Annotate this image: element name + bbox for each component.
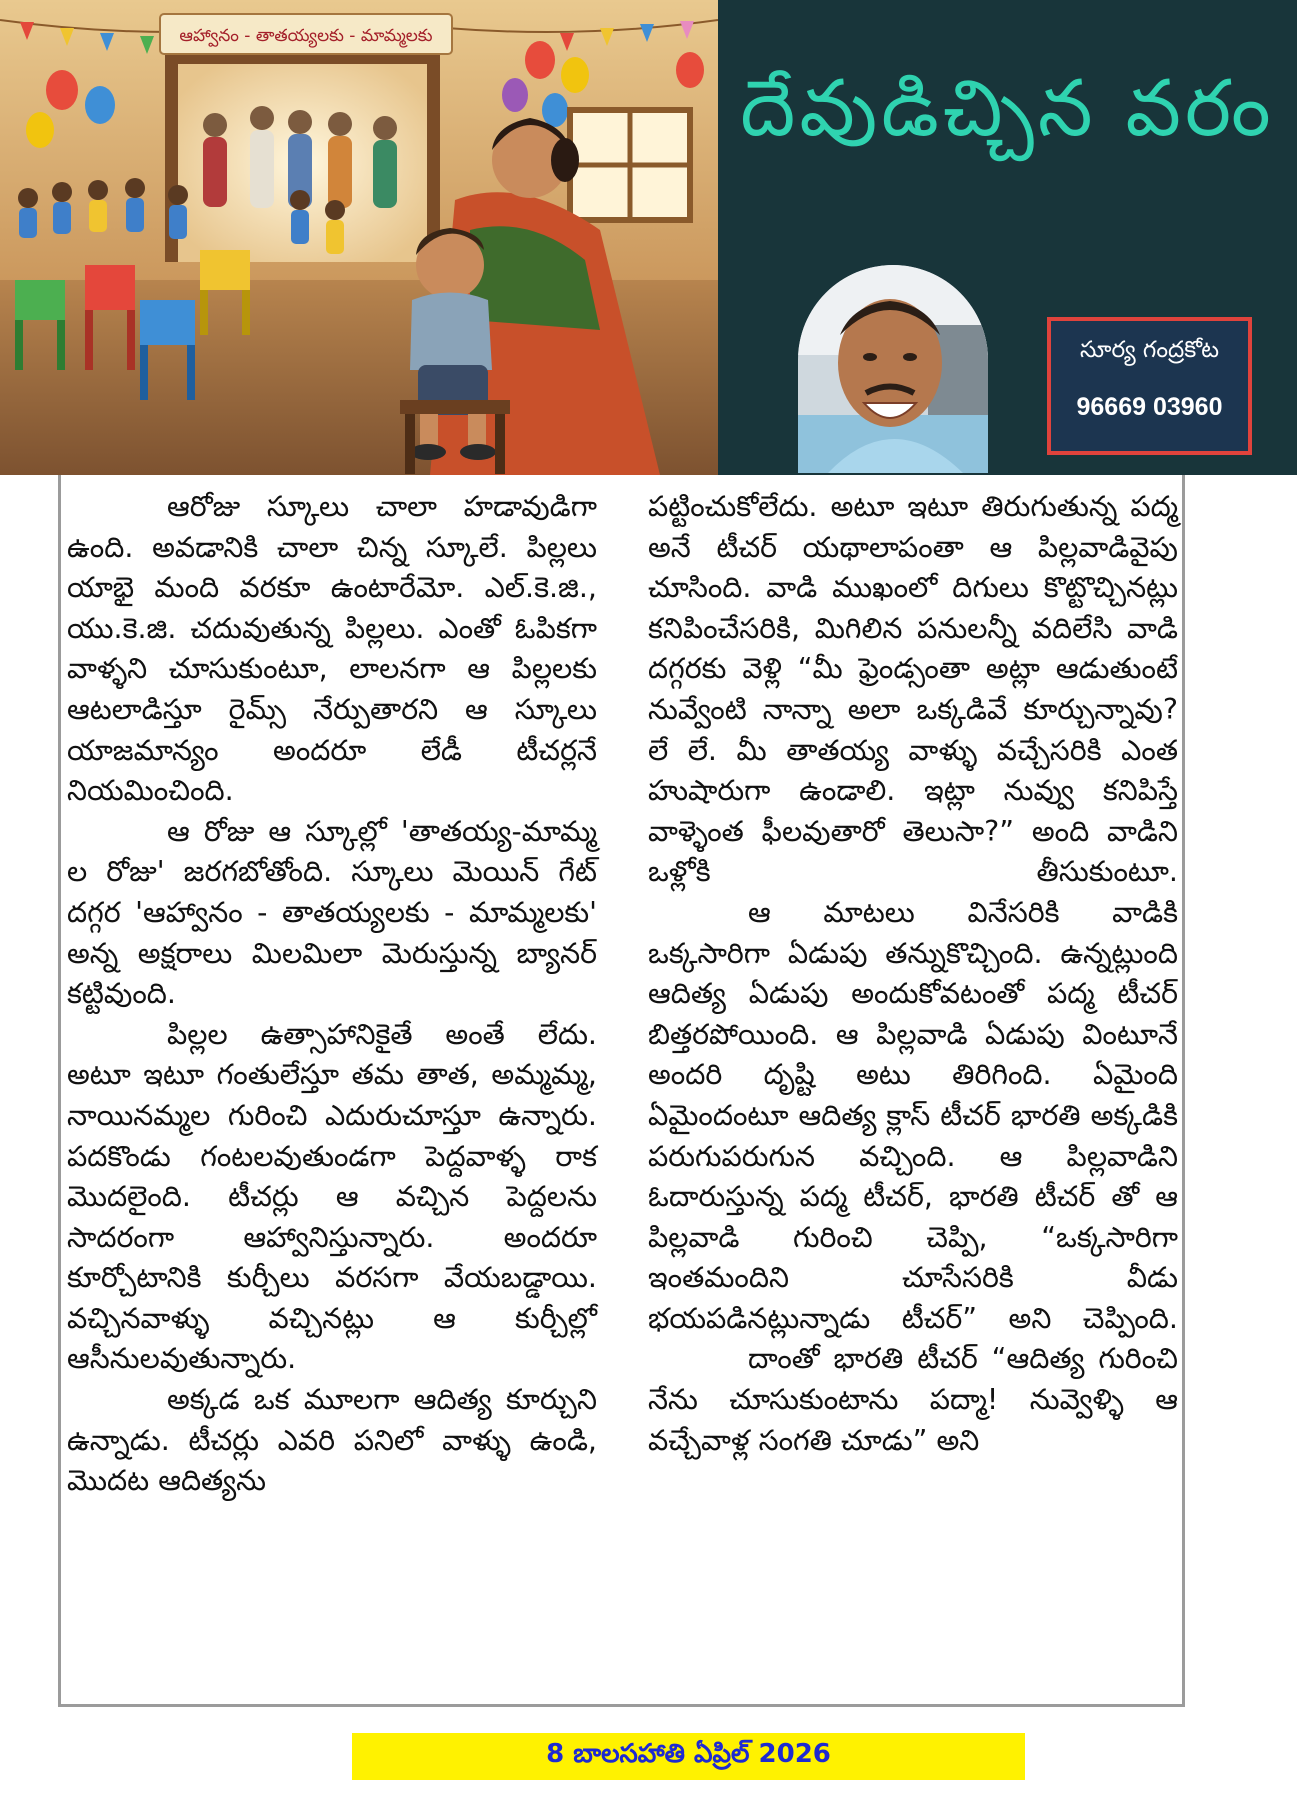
story-illustration: [0, 0, 718, 475]
header: [0, 0, 1297, 475]
author-portrait-image: [798, 265, 988, 473]
title-panel: [718, 0, 1297, 475]
paragraph: అక్కడ ఒక మూలగా ఆదిత్య కూర్చుని ఉన్నాడు. టీచర్లు ఎవరి పనిలో వాళ్ళు ఉండి, మొదట ఆదిత్యను: [67, 1383, 597, 1498]
author-name: సూర్య గంద్రకోట: [1079, 337, 1220, 363]
paragraph: దాంతో భారతి టీచర్ “ఆదిత్య గురించి నేను చూసుకుంటాను పద్మా! నువ్వెళ్ళి ఆ వచ్చేవాళ్ల సంగతి చూడు” అని: [648, 1342, 1178, 1457]
paragraph: ఆ రోజు ఆ స్కూల్లో 'తాతయ్య-మామ్మ ల రోజు' జరగబోతోంది. స్కూలు మెయిన్ గేట్ దగ్గర 'ఆహ్వానం - తాతయ్యలకు - మామ్మలకు' అన్న అక్షరాలు మిలమిలా మెరుస్తున్న బ్యానర్ కట్టివుంది.: [67, 814, 597, 1011]
page-footer: [352, 1733, 1025, 1780]
article-body: [58, 475, 1185, 1707]
left-column: [67, 487, 597, 1502]
paragraph: పిల్లల ఉత్సాహానికైతే అంతే లేదు. అటూ ఇటూ గంతులేస్తూ తమ తాత, అమ్మమ్మ, నాయినమ్మల గురించి ఎదురుచూస్తూ ఉన్నారు. పదకొండు గంటలవుతుండగా పెద్దవాళ్ళ రాక మొదలైంది. టీచర్లు ఆ వచ్చిన పెద్దలను సాదరంగా ఆహ్వానిస్తున్నారు. అందరూ కూర్చోటానికి కుర్చీలు వరసగా వేయబడ్డాయి. వచ్చినవాళ్ళు వచ్చినట్లు ఆ కుర్చీల్లో ఆసీనులవుతున్నారు.: [67, 1017, 597, 1376]
classroom-illustration: [0, 0, 718, 475]
banner-text: ఆహ్వానం - తాతయ్యలకు - మామ్మలకు: [179, 26, 433, 46]
author-photo: [798, 265, 988, 473]
paragraph: ఆ మాటలు వినేసరికి వాడికి ఒక్కసారిగా ఏడుపు తన్నుకొచ్చింది. ఉన్నట్లుంది ఆదిత్య ఏడుపు అందుకోవటంతో పద్మ టీచర్ బిత్తరపోయింది. ఆ పిల్లవాడి ఏడుపు వింటూనే అందరి దృష్టి అటు తిరిగింది. ఏమైంది ఏమైందంటూ ఆదిత్య క్లాస్ టీచర్ భారతి అక్కడికి పరుగుపరుగున వచ్చింది. ఆ పిల్లవాడిని ఓదారుస్తున్న పద్మ టీచర్, భారతి టీచర్ తో ఆ పిల్లవాడి గురించి చెప్పి, “ఒక్కసారిగా ఇంతమందిని చూసేసరికి వీడు భయపడినట్లున్నాడు టీచర్” అని చెప్పింది.: [648, 895, 1178, 1335]
author-phone: 96669 03960: [1076, 393, 1223, 421]
footer-text: 8 బాలసహాతి ఏప్రిల్ 2026: [546, 1739, 831, 1769]
paragraph: ఆరోజు స్కూలు చాలా హడావుడిగా ఉంది. అవడానికి చాలా చిన్న స్కూలే. పిల్లలు యాభై మంది వరకూ ఉంటారేమో. ఎల్.కె.జి., యు.కె.జి. చదువుతున్న పిల్లలు. ఎంతో ఓపికగా వాళ్ళని చూసుకుంటూ, లాలనగా ఆ పిల్లలకు ఆటలాడిస్తూ రైమ్స్ నేర్పుతారని ఆ స్కూలు యాజమాన్యం అందరూ లేడీ టీచర్లనే నియమించింది.: [67, 490, 597, 808]
story-title: దేవుడిచ్చిన వరం: [740, 64, 1275, 154]
author-credit-box: [1047, 317, 1252, 455]
right-column: [648, 487, 1178, 1461]
paragraph: పట్టించుకోలేదు. అటూ ఇటూ తిరుగుతున్న పద్మ అనే టీచర్ యథాలాపంతా ఆ పిల్లవాడివైపు చూసింది. వాడి ముఖంలో దిగులు కొట్టొచ్చినట్లు కనిపించేసరికి, మిగిలిన పనులన్నీ వదిలేసి వాడి దగ్గరకు వెళ్లి “మీ ఫ్రెండ్సంతా అట్లా ఆడుతుంటే నువ్వేంటి నాన్నా అలా ఒక్కడివే కూర్చున్నావు? లే లే. మీ తాతయ్య వాళ్ళు వచ్చేసరికి ఎంత హుషారుగా ఉండాలి. ఇట్లా నువ్వు కనిపిస్తే వాళ్ళెంత ఫీలవుతారో తెలుసా?” అంది వాడిని ఒళ్లోకి తీసుకుంటూ.: [648, 490, 1178, 889]
